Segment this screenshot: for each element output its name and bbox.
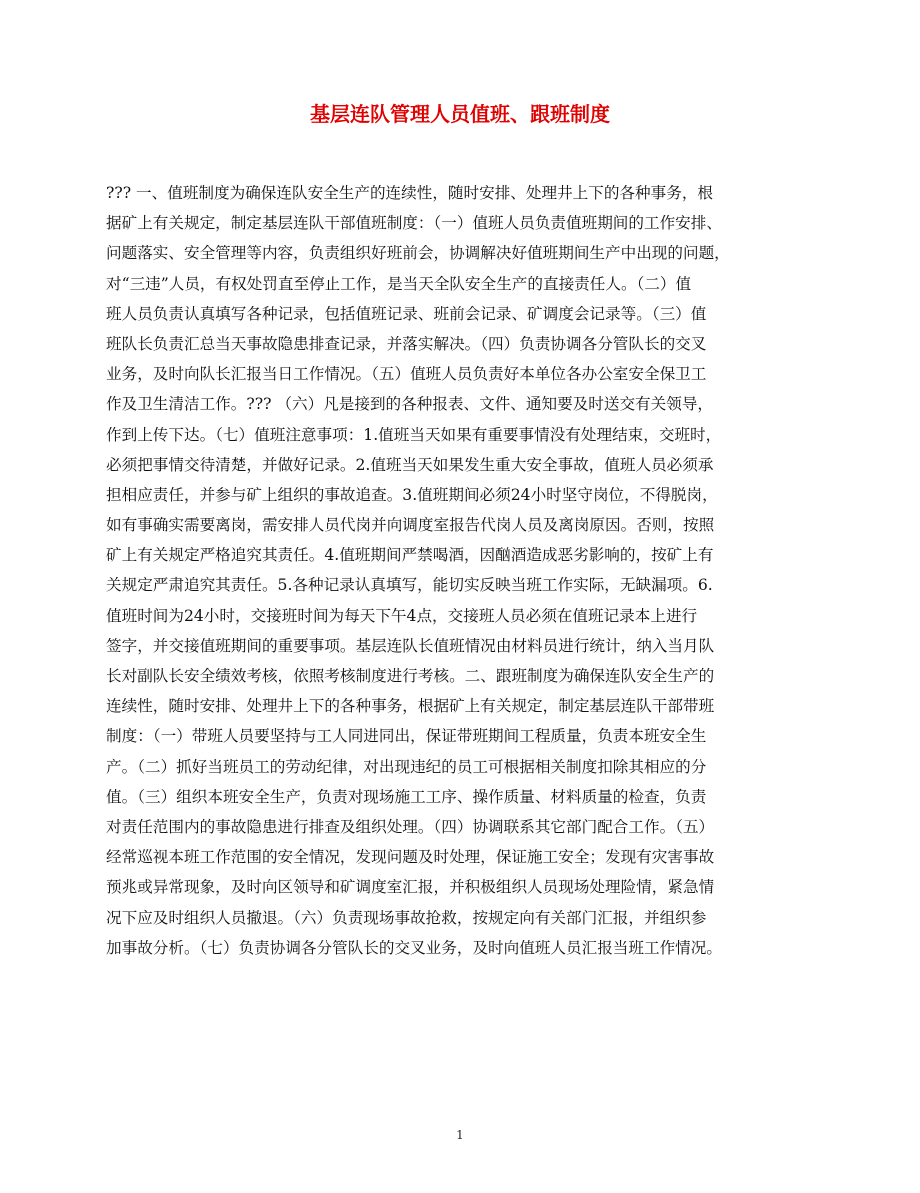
body-line: 据矿上有关规定，制定基层连队干部值班制度：（一）值班人员负责值班期间的工作安排、	[106, 214, 722, 233]
body-line: 担相应责任，并参与矿上组织的事故追查。3.值班期间必须24小时坚守岗位，不得脱岗，	[106, 485, 718, 504]
body-line: 如有事确实需要离岗，需安排人员代岗并向调度室报告代岗人员及离岗原因。否则，按照	[106, 516, 715, 535]
body-line: 经常巡视本班工作范围的安全情况，发现问题及时处理，保证施工安全；发现有灾害事故	[106, 848, 715, 867]
body-line: 关规定严肃追究其责任。5.各种记录认真填写，能切实反映当班工作实际，无缺漏项。6.	[106, 576, 713, 595]
body-line: 作到上传下达。（七）值班注意事项：1.值班当天如果有重要事情没有处理结束，交班时，	[106, 425, 722, 444]
body-line: 班队长负责汇总当天事故隐患排查记录，并落实解决。（四）负责协调各分管队长的交叉	[106, 334, 707, 353]
body-line: 对责任范围内的事故隐患进行排查及组织处理。（四）协调联系其它部门配合工作。（五）	[106, 817, 715, 836]
body-line: 必须把事情交待清楚，并做好记录。2.值班当天如果发生重大安全事故，值班人员必须承	[106, 455, 714, 474]
body-line: 问题落实、安全管理等内容，负责组织好班前会，协调解决好值班期间生产中出现的问题，	[106, 244, 730, 263]
document-body	[106, 178, 812, 963]
body-line: 长对副队长安全绩效考核，依照考核制度进行考核。二、跟班制度为确保连队安全生产的	[106, 667, 715, 685]
body-line: 签字，并交接值班期间的重要事项。基层连队长值班情况由材料员进行统计，纳入当月队	[106, 636, 715, 655]
body-line: 班人员负责认真填写各种记录，包括值班记录、班前会记录、矿调度会记录等。（三）值	[106, 304, 707, 323]
body-line: ??? 一、值班制度为确保连队安全生产的连续性，随时安排、处理井上下的各种事务，根	[106, 184, 714, 202]
body-line: 制度：（一）带班人员要坚持与工人同进同出，保证带班期间工程质量，负责本班安全生	[106, 727, 707, 746]
body-line: 对“三违”人员，有权处罚直至停止工作，是当天全队安全生产的直接责任人。（二）值	[106, 274, 692, 293]
body-line: 作及卫生清洁工作。??? （六）凡是接到的各种报表、文件、通知要及时送交有关领导，	[106, 395, 714, 414]
body-line: 况下应及时组织人员撤退。（六）负责现场事故抢救，按规定向有关部门汇报，并组织参	[106, 908, 707, 927]
body-line: 连续性，随时安排、处理井上下的各种事务，根据矿上有关规定，制定基层连队干部带班	[106, 697, 715, 716]
body-line: 加事故分析。（七）负责协调各分管队长的交叉业务，及时向值班人员汇报当班工作情况。	[106, 938, 722, 957]
document-title: 基层连队管理人员值班、跟班制度	[310, 102, 610, 126]
body-line: 值。（三）组织本班安全生产，负责对现场施工工序、操作质量、材料质量的检查，负责	[106, 787, 707, 806]
body-line: 预兆或异常现象，及时向区领导和矿调度室汇报，并积极组织人员现场处理险情，紧急情	[106, 878, 715, 897]
body-line: 矿上有关规定严格追究其责任。4.值班期间严禁喝酒，因酗酒造成恶劣影响的，按矿上有	[106, 546, 714, 565]
body-line: 业务，及时向队长汇报当日工作情况。（五）值班人员负责好本单位各办公室安全保卫工	[106, 365, 707, 384]
body-line: 值班时间为24小时，交接班时间为每天下午4点，交接班人员必须在值班记录本上进行	[106, 606, 698, 625]
body-line: 产。（二）抓好当班员工的劳动纪律，对出现违纪的员工可根据相关制度扣除其相应的分	[106, 757, 707, 776]
page-number: 1	[456, 1128, 464, 1142]
